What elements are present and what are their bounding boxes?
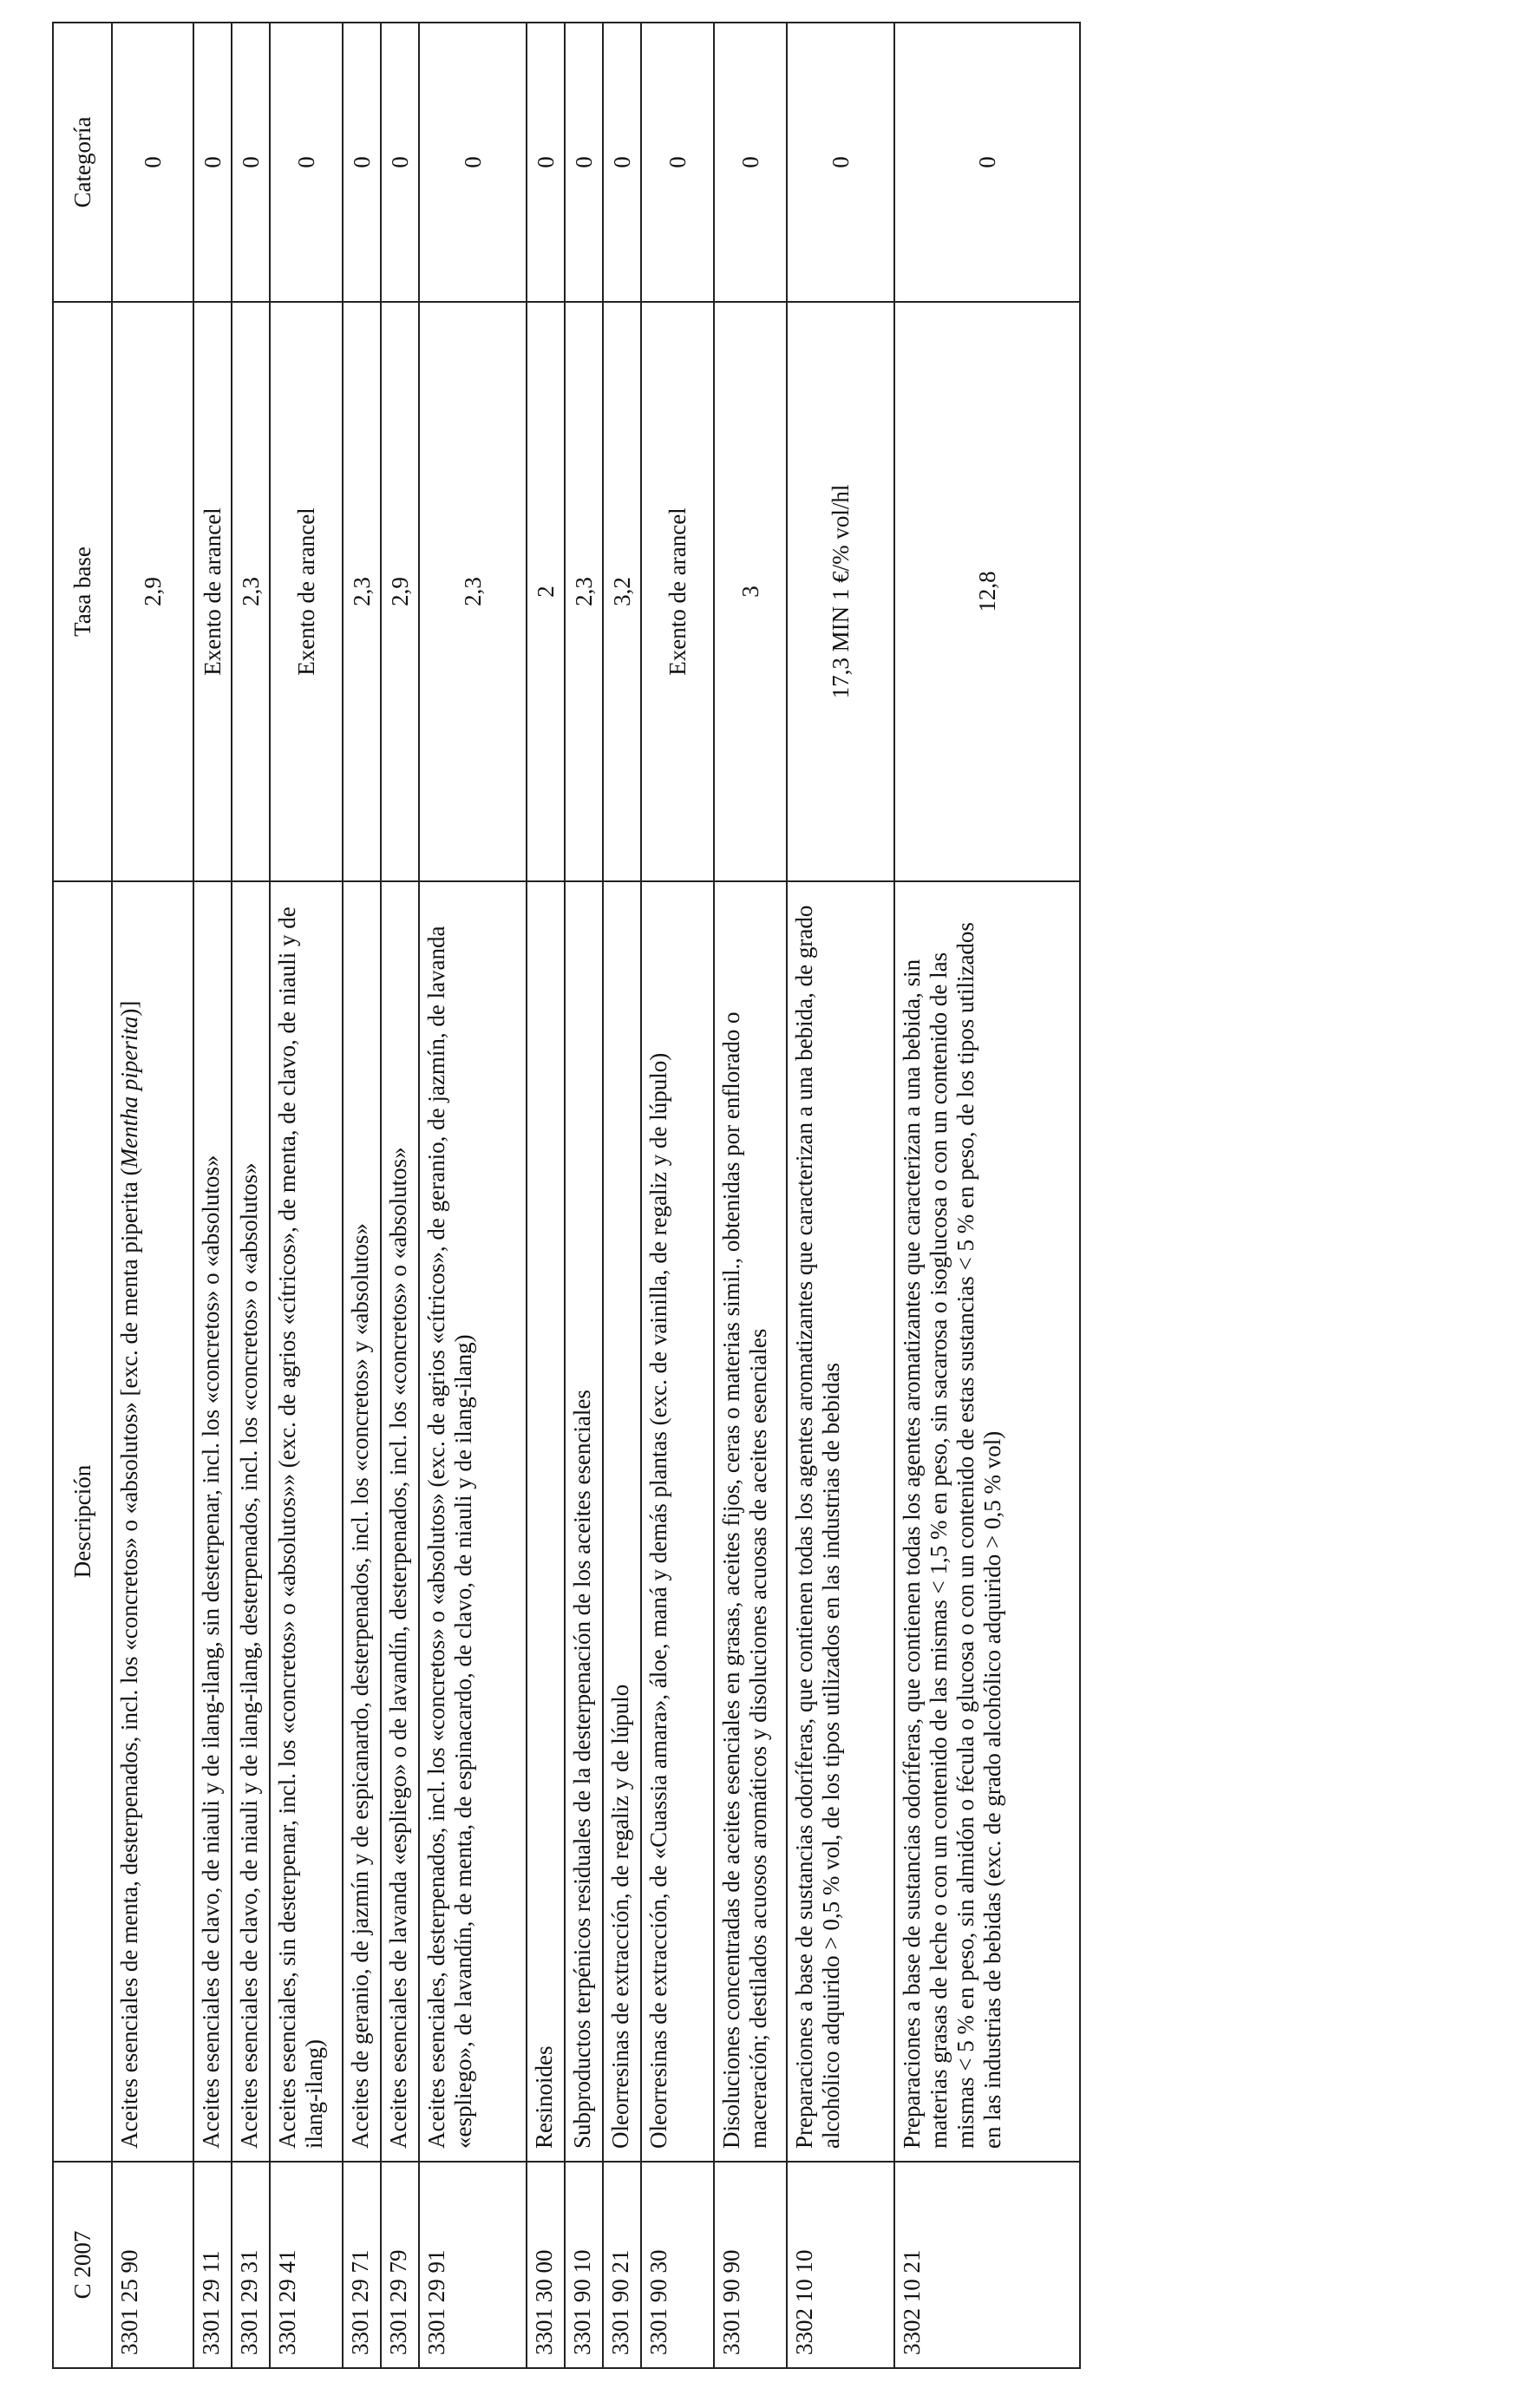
category-cell: 0	[714, 23, 787, 302]
header-description: Descripción	[53, 881, 112, 2162]
table-row	[381, 23, 419, 2368]
table-row	[787, 23, 894, 2368]
code-cell: 3301 90 10	[565, 2162, 603, 2368]
table-body	[112, 23, 1080, 2368]
description-text: Oleorresinas de extracción, de «Cuassia amara», áloe, maná y demás plantas (exc. de vainilla, de regaliz y de lúpulo)	[645, 1052, 671, 2149]
code-cell: 3301 29 91	[419, 2162, 527, 2368]
code-cell: 3301 29 41	[270, 2162, 343, 2368]
description-text: Aceites esenciales de lavanda «espliego» o de lavandín, desterpenados, incl. los «concretos» o «absolutos»	[385, 1147, 411, 2149]
description-text: Aceites esenciales de clavo, de niauli y de ilang-ilang, desterpenados, incl. los «concretos» o «absolutos»	[236, 1162, 262, 2149]
category-cell: 0	[112, 23, 193, 302]
rate-cell: 2,3	[565, 302, 603, 881]
code-cell: 3301 30 00	[527, 2162, 565, 2368]
table-row	[270, 23, 343, 2368]
category-cell: 0	[232, 23, 270, 302]
table-row	[714, 23, 787, 2368]
code-cell: 3301 29 79	[381, 2162, 419, 2368]
header-rate: Tasa base	[53, 302, 112, 881]
description-cell	[381, 881, 419, 2162]
rate-cell: Exento de arancel	[270, 302, 343, 881]
category-cell: 0	[527, 23, 565, 302]
header-category: Categoría	[53, 23, 112, 302]
rate-cell: 12,8	[894, 302, 1080, 881]
description-cell	[603, 881, 641, 2162]
code-cell: 3301 90 90	[714, 2162, 787, 2368]
description-text: Resinoides	[531, 2045, 557, 2149]
description-cell	[193, 881, 232, 2162]
code-cell: 3302 10 21	[894, 2162, 1080, 2368]
category-cell: 0	[787, 23, 894, 302]
description-cell	[565, 881, 603, 2162]
code-cell: 3301 29 31	[232, 2162, 270, 2368]
description-cell	[787, 881, 894, 2162]
table-row	[232, 23, 270, 2368]
description-text: Subproductos terpénicos residuales de la desterpenación de los aceites esenciales	[569, 1390, 595, 2149]
description-cell	[894, 881, 1080, 2162]
description-cell	[270, 881, 343, 2162]
code-cell: 3301 90 21	[603, 2162, 641, 2368]
rotated-page	[52, 23, 1247, 2369]
rate-cell: 3,2	[603, 302, 641, 881]
category-cell: 0	[565, 23, 603, 302]
table-row	[527, 23, 565, 2368]
table-row	[193, 23, 232, 2368]
rate-cell: Exento de arancel	[193, 302, 232, 881]
rate-cell: 3	[714, 302, 787, 881]
description-text: Aceites de geranio, de jazmín y de espicanardo, desterpenados, incl. los «concretos» y «absolutos»	[347, 1223, 373, 2149]
description-cell	[527, 881, 565, 2162]
table-row	[343, 23, 381, 2368]
table-row	[112, 23, 193, 2368]
code-cell: 3301 90 30	[641, 2162, 714, 2368]
rate-cell: 2,3	[343, 302, 381, 881]
rate-cell: 2,9	[112, 302, 193, 881]
category-cell: 0	[343, 23, 381, 302]
description-text: Oleorresinas de extracción, de regaliz y de lúpulo	[607, 1684, 633, 2149]
category-cell: 0	[270, 23, 343, 302]
description-text: Disoluciones concentradas de aceites esenciales en grasas, aceites fijos, ceras o materias simil., obtenidas por enflorado o maceración; destilados acuosos aromáticos y disoluciones acuosas de aceites esenciales	[718, 1011, 771, 2149]
category-cell: 0	[603, 23, 641, 302]
description-italic-text: Mentha piperita	[116, 1016, 142, 1168]
code-cell: 3301 29 71	[343, 2162, 381, 2368]
category-cell: 0	[193, 23, 232, 302]
description-text: Aceites esenciales, sin desterpenar, incl. los «concretos» o «absolutos»» (exc. de agrios «cítricos», de menta, de clavo, de niauli y de ilang-ilang)	[274, 906, 327, 2149]
header-code: C 2007	[53, 2162, 112, 2368]
description-text: Preparaciones a base de sustancias odoríferas, que contienen todas los agentes aromatizantes que caracterizan a una bebida, de grado alcohólico adquirido > 0,5 % vol, de los tipos utilizados en las industrias de bebidas	[791, 905, 844, 2149]
code-cell: 3302 10 10	[787, 2162, 894, 2368]
table-row	[641, 23, 714, 2368]
category-cell: 0	[641, 23, 714, 302]
description-text: Aceites esenciales de clavo, de niauli y de ilang-ilang, sin desterpenar, incl. los «concretos» o «absolutos»	[198, 1155, 224, 2149]
category-cell: 0	[419, 23, 527, 302]
rate-cell: 17,3 MIN 1 €/% vol/hl	[787, 302, 894, 881]
description-cell	[419, 881, 527, 2162]
description-text-end: )]	[116, 1000, 142, 1017]
table-row	[894, 23, 1080, 2368]
table-row	[419, 23, 527, 2368]
tariff-table	[52, 22, 1081, 2369]
description-text: Aceites esenciales de menta, desterpenados, incl. los «concretos» o «absolutos» [exc. de menta piperita (	[116, 1168, 142, 2149]
rate-cell: 2,9	[381, 302, 419, 881]
code-cell: 3301 29 11	[193, 2162, 232, 2368]
rate-cell: 2,3	[419, 302, 527, 881]
description-cell	[112, 881, 193, 2162]
category-cell: 0	[381, 23, 419, 302]
description-cell	[232, 881, 270, 2162]
table-row	[603, 23, 641, 2368]
description-cell	[641, 881, 714, 2162]
description-text: Preparaciones a base de sustancias odoríferas, que contienen todas los agentes aromatizantes que caracterizan a una bebida, sin materias grasas de leche o con un contenido de las mismas < 1,5 % en peso, sin sacarosa o isoglucosa o con un contenido de las mismas < 5 % en peso, sin almidón o fécula o glucosa o con un contenido de estas sustancias < 5 % en peso, de los tipos utilizados en las industrias de bebidas (exc. de grado alcohólico adquirido > 0,5 % vol)	[899, 922, 1005, 2149]
category-cell: 0	[894, 23, 1080, 302]
rate-cell: 2,3	[232, 302, 270, 881]
code-cell: 3301 25 90	[112, 2162, 193, 2368]
rate-cell: 2	[527, 302, 565, 881]
description-text: Aceites esenciales, desterpenados, incl. los «concretos» o «absolutos» (exc. de agrios «cítricos», de geranio, de jazmín, de lavanda «espliego», de lavandín, de menta, de espinacardo, de clavo, de niauli y de ilang-ilang)	[423, 926, 476, 2149]
header-row	[53, 23, 112, 2368]
description-cell	[714, 881, 787, 2162]
description-cell	[343, 881, 381, 2162]
table-row	[565, 23, 603, 2368]
rate-cell: Exento de arancel	[641, 302, 714, 881]
